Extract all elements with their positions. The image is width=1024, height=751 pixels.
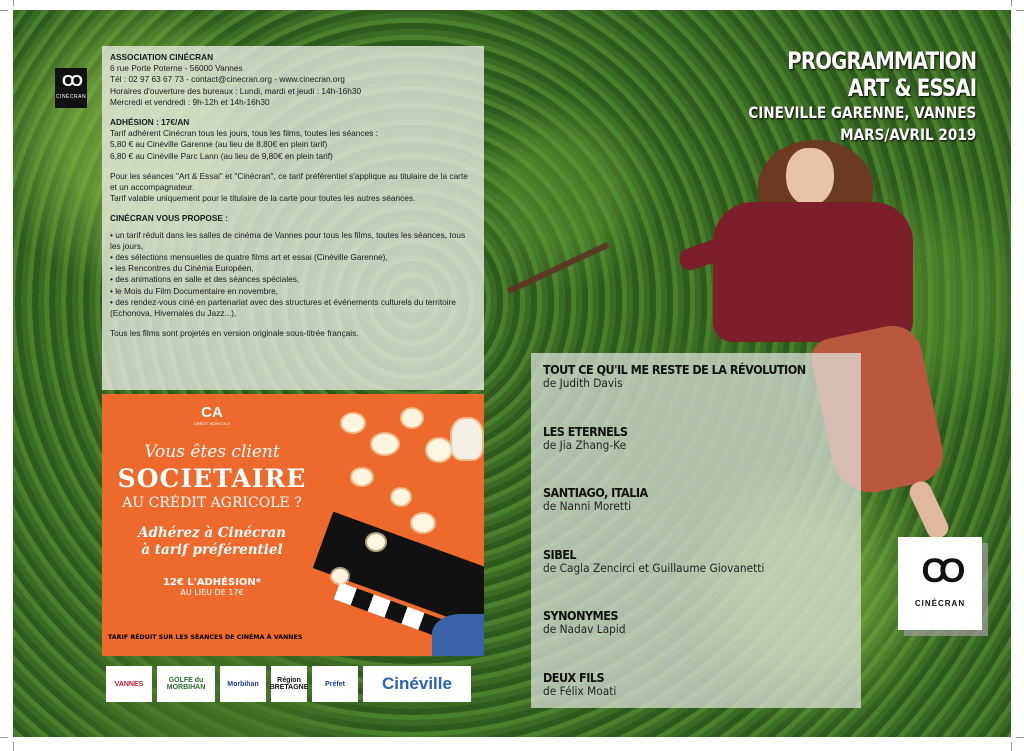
offer-item: • des animations en salle et des séances spéciales,	[110, 274, 300, 285]
office-hours-1: Horaires d'ouverture des bureaux : Lundi, mardi et jeudi : 14h-16h30	[110, 85, 362, 96]
association-info-box	[102, 46, 484, 390]
film-title: DEUX FILS	[543, 669, 605, 685]
film-item	[543, 486, 851, 548]
ca-logo-sub: CRÉDIT AGRICOLE	[193, 421, 231, 426]
ad-line-5: à tarif préférentiel	[141, 542, 283, 558]
logo-mark: CO	[62, 73, 80, 90]
partner-logo-bretagne: Région BRETAGNE	[271, 666, 307, 702]
logo-text: CINÉCRAN	[914, 599, 966, 608]
membership-line: Tarif adhérent Cinécran tous les jours, tous les films, toutes les séances :	[110, 128, 378, 139]
ca-logo: CA	[201, 404, 223, 421]
popcorn-piece	[412, 514, 434, 532]
film-title: TOUT CE QU'IL ME RESTE DE LA RÉVOLUTION	[543, 362, 806, 377]
rifle-image	[507, 242, 609, 294]
partner-logo-golfe: GOLFE du MORBIHAN	[157, 666, 215, 702]
association-name: ASSOCIATION CINÉCRAN	[110, 52, 214, 62]
membership-line: 6,80 € au Cinéville Parc Lann (au lieu de 9,80€ en plein tarif)	[110, 150, 333, 161]
offer-item: • des sélections mensuelles de quatre films art et essai (Cinéville Garenne),	[110, 252, 388, 263]
sweater-shape	[713, 202, 913, 342]
association-address: 6 rue Porte Poterne - 56000 Vannes	[110, 63, 243, 74]
film-title: SANTIAGO, ITALIA	[543, 485, 648, 500]
offer-item: • un tarif réduit dans les salles de cinéma de Vannes pour tous les films, toutes les séances, tous les jours,	[110, 229, 466, 251]
crop-mark	[0, 737, 8, 738]
film-title: SIBEL	[543, 546, 577, 562]
popcorn-piece	[402, 409, 422, 427]
popcorn-piece	[392, 489, 410, 505]
cinecran-logo-large	[898, 537, 982, 630]
film-item	[543, 548, 851, 610]
film-item	[543, 609, 851, 671]
membership-title: ADHÉSION : 17€/AN	[110, 117, 190, 128]
offers-title: CINÉCRAN VOUS PROPOSE :	[110, 213, 229, 224]
ad-line-2: SOCIETAIRE	[117, 464, 307, 493]
partner-logo-morbihan: Morbihan	[220, 666, 266, 702]
offer-item: • les Rencontres du Cinéma Européen,	[110, 263, 254, 274]
offer-item: • le Mois du Film Documentaire en novembre,	[110, 285, 278, 296]
logo-text: CINÉCRAN	[55, 94, 87, 100]
popcorn-piece	[332, 569, 348, 583]
offer-item: • des rendez-vous ciné en partenariat avec des structures et événements culturels du territoire (Echonova, Hivernales du Jazz...),	[110, 296, 457, 319]
cinecran-logo-small	[55, 68, 87, 108]
credit-agricole-ad	[102, 394, 484, 656]
partner-logo-cineville: Cinéville	[363, 666, 471, 702]
film-director: de Judith Davis	[543, 376, 623, 390]
title-line-4: MARS/AVRIL 2019	[839, 125, 976, 144]
partner-logos	[106, 666, 486, 706]
membership-line: Pour les séances "Art & Essai" et "Cinécran", ce tarif préférentiel s'applique au titulaire de la carte et un accompagnateur.	[110, 170, 468, 193]
film-title: LES ETERNELS	[543, 423, 628, 439]
crop-mark	[1016, 737, 1024, 738]
film-title: SYNONYMES	[543, 608, 618, 623]
crop-mark	[1016, 10, 1024, 11]
crop-mark	[13, 0, 14, 6]
vo-note: Tous les films sont projetés en version originale sous-titrée français.	[110, 328, 359, 339]
ad-line-3: AU CRÉDIT AGRICOLE ?	[122, 495, 302, 511]
popcorn-piece	[352, 469, 372, 485]
office-hours-2: Mercredi et vendredi : 9h-12h et 14h-16h30	[110, 96, 270, 107]
ad-price-sub: AU LIEU DE 17€	[180, 588, 244, 597]
ad-note: TARIF RÉDUIT SUR LES SÉANCES DE CINÉMA À VANNES	[108, 634, 303, 641]
popcorn-bucket	[452, 419, 482, 459]
film-director: de Nanni Moretti	[543, 499, 632, 513]
brochure-page	[13, 10, 1011, 737]
logo-mark: CO	[921, 552, 959, 590]
leg-shape	[906, 478, 951, 542]
film-director: de Nadav Lapid	[543, 622, 626, 636]
crop-mark	[1011, 0, 1012, 6]
film-director: de Cagla Zencirci et Guillaume Giovanetti	[543, 560, 765, 575]
title-line-1: PROGRAMMATION	[786, 47, 976, 75]
partner-logo-vannes: VANNES	[106, 666, 152, 702]
crop-mark	[0, 10, 8, 11]
title-line-2: ART & ESSAI	[847, 74, 976, 102]
popcorn-piece	[427, 439, 451, 461]
popcorn-piece	[342, 414, 364, 432]
face-shape	[786, 148, 834, 206]
association-contact: Tél : 02 97 63 67 73 - contact@cinecran.org - www.cinecran.org	[110, 74, 345, 85]
popcorn-piece	[372, 434, 398, 454]
ad-line-4: Adhérez à Cinécran	[137, 525, 286, 541]
film-item	[543, 425, 851, 487]
ad-line-1: Vous êtes client	[144, 442, 280, 462]
crop-mark	[1011, 742, 1012, 751]
partner-logo-prefet: Préfet	[312, 666, 358, 702]
popcorn-piece	[367, 534, 385, 550]
program-title	[708, 48, 976, 146]
title-line-3: CINEVILLE GARENNE, VANNES	[747, 103, 976, 122]
ad-price: 12€ L'ADHÉSION*	[162, 577, 262, 588]
film-list	[531, 353, 861, 708]
film-item	[543, 363, 851, 425]
film-director: de Félix Moati	[543, 683, 617, 698]
membership-line: 5,80 € au Cinéville Garenne (au lieu de 8,80€ en plein tarif)	[110, 139, 328, 150]
membership-line: Tarif valable uniquement pour le titulaire de la carte pour toutes les autres séances.	[110, 193, 416, 204]
crop-mark	[13, 742, 14, 751]
film-item	[543, 671, 851, 733]
film-director: de Jia Zhang-Ke	[543, 437, 627, 452]
